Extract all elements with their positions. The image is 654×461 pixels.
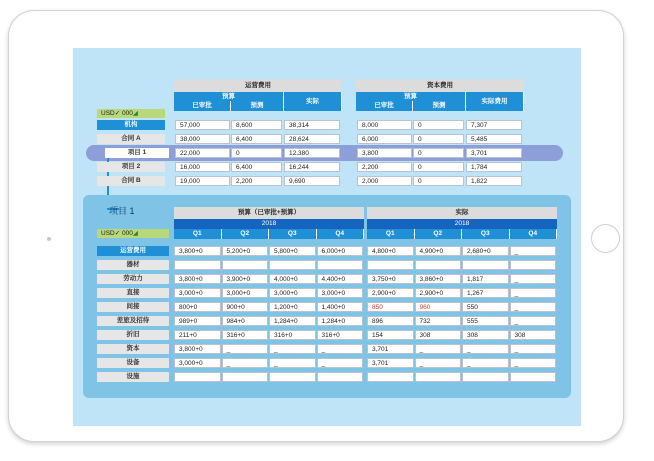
detail-row-label[interactable]: 间接: [97, 302, 169, 312]
summary-forecast-header: 预测: [231, 101, 284, 111]
summary-cell[interactable]: 38,314: [284, 120, 340, 130]
summary-cell[interactable]: 2,000: [357, 176, 412, 186]
summary-cell[interactable]: 6,400: [231, 162, 282, 172]
detail-quarter-header[interactable]: Q3: [462, 229, 510, 239]
detail-actual-header: 实际: [367, 207, 557, 219]
summary-approved-header: 已审批: [356, 101, 413, 111]
detail-budget-cell[interactable]: _: [222, 344, 269, 354]
detail-budget-cell[interactable]: 211+0: [174, 330, 221, 340]
detail-actual-cell[interactable]: 3,860+0: [415, 274, 462, 284]
detail-actual-cell[interactable]: 1,817: [462, 274, 509, 284]
detail-budget-year: 2018: [174, 219, 364, 229]
currency-unit: 000: [122, 230, 133, 237]
detail-row-label[interactable]: 器材: [97, 260, 169, 270]
detail-budget-cell[interactable]: 3,000+0: [174, 358, 221, 368]
summary-actual-header: 实际: [284, 92, 342, 111]
detail-budget-cell[interactable]: _: [222, 358, 269, 368]
detail-actual-cell[interactable]: _: [415, 344, 462, 354]
detail-budget-cell[interactable]: 5,800+0: [269, 246, 316, 256]
summary-cell[interactable]: 19,000: [175, 176, 230, 186]
summary-cell[interactable]: 3,701: [466, 148, 522, 158]
summary-cell[interactable]: 2,200: [357, 162, 412, 172]
detail-quarter-header[interactable]: Q1: [367, 229, 415, 239]
detail-row-label[interactable]: 设备: [97, 358, 169, 368]
detail-budget-cell[interactable]: [269, 260, 316, 270]
detail-actual-cell[interactable]: 896: [367, 316, 414, 326]
detail-actual-cell[interactable]: [415, 260, 462, 270]
summary-cell[interactable]: 16,244: [284, 162, 340, 172]
summary-cell[interactable]: 1,784: [466, 162, 522, 172]
detail-budget-cell[interactable]: 3,800+0: [174, 344, 221, 354]
summary-cell[interactable]: 1,822: [466, 176, 522, 186]
summary-cell[interactable]: 0: [413, 120, 464, 130]
detail-budget-cell[interactable]: [174, 372, 221, 382]
summary-cell[interactable]: 38,000: [175, 134, 230, 144]
summary-cell[interactable]: 0: [231, 148, 282, 158]
currency-dropdown-icon[interactable]: ✓: [114, 110, 122, 117]
summary-row-label[interactable]: 项目 2: [97, 162, 165, 172]
detail-actual-cell[interactable]: [510, 372, 557, 382]
summary-cell[interactable]: 8,000: [357, 120, 412, 130]
detail-actual-cell[interactable]: 555: [462, 316, 509, 326]
currency-code: USD: [101, 110, 115, 117]
summary-row-label[interactable]: 合同 A: [97, 134, 165, 144]
detail-quarter-header[interactable]: Q3: [269, 229, 317, 239]
summary-cell[interactable]: 28,624: [284, 134, 340, 144]
currency-code: USD: [101, 230, 115, 237]
detail-quarter-header[interactable]: Q2: [222, 229, 270, 239]
detail-budget-cell[interactable]: 3,800+0: [174, 246, 221, 256]
detail-budget-cell[interactable]: [222, 372, 269, 382]
front-camera: [47, 237, 51, 241]
detail-actual-cell[interactable]: _: [510, 316, 557, 326]
detail-actual-cell[interactable]: _: [510, 344, 557, 354]
tablet-frame: [8, 10, 624, 442]
detail-actual-cell[interactable]: 960: [415, 302, 462, 312]
detail-budget-header: 预算（已审批+预算）: [174, 207, 364, 219]
summary-cell[interactable]: 6,000: [357, 134, 412, 144]
detail-quarter-header[interactable]: Q4: [317, 229, 365, 239]
detail-actual-cell[interactable]: 2,900+0: [415, 288, 462, 298]
detail-budget-cell[interactable]: [222, 260, 269, 270]
detail-budget-cell[interactable]: [317, 260, 364, 270]
detail-actual-cell[interactable]: _: [510, 302, 557, 312]
detail-quarter-header[interactable]: Q4: [510, 229, 558, 239]
detail-budget-cell[interactable]: 989+0: [174, 316, 221, 326]
detail-actual-cell[interactable]: 732: [415, 316, 462, 326]
detail-actual-cell[interactable]: _: [462, 358, 509, 368]
detail-budget-cell[interactable]: 3,000+0: [317, 288, 364, 298]
detail-budget-cell[interactable]: 3,800+0: [174, 274, 221, 284]
summary-cell[interactable]: 12,380: [284, 148, 340, 158]
detail-actual-cell[interactable]: _: [510, 274, 557, 284]
detail-row-label[interactable]: 折旧: [97, 330, 169, 340]
detail-budget-cell[interactable]: [269, 372, 316, 382]
currency-expand-icon[interactable]: ◢: [132, 230, 138, 237]
detail-budget-cell[interactable]: 1,400+0: [317, 302, 364, 312]
summary-cell[interactable]: 5,485: [466, 134, 522, 144]
summary-row-label[interactable]: 机构: [97, 120, 165, 130]
detail-budget-cell[interactable]: 6,000+0: [317, 246, 364, 256]
summary-cell[interactable]: 7,307: [466, 120, 522, 130]
currency-dropdown-icon[interactable]: ✓: [114, 230, 122, 237]
summary-cell[interactable]: 6,400: [231, 134, 282, 144]
detail-actual-cell[interactable]: 2,900+0: [367, 288, 414, 298]
currency-expand-icon[interactable]: ◢: [132, 110, 138, 117]
detail-row-label[interactable]: 劳动力: [97, 274, 169, 284]
detail-quarter-header[interactable]: Q2: [415, 229, 463, 239]
detail-budget-cell[interactable]: _: [317, 358, 364, 368]
detail-budget-cell[interactable]: [317, 372, 364, 382]
detail-actual-year: 2018: [367, 219, 557, 229]
detail-row-label[interactable]: 直接: [97, 288, 169, 298]
summary-cell[interactable]: 8,600: [231, 120, 282, 130]
detail-budget-cell[interactable]: _: [269, 344, 316, 354]
detail-actual-cell[interactable]: [415, 372, 462, 382]
summary-approved-header: 已审批: [174, 101, 231, 111]
detail-budget-cell[interactable]: 316+0: [317, 330, 364, 340]
detail-budget-cell[interactable]: 3,900+0: [222, 274, 269, 284]
detail-row-label[interactable]: 设施: [97, 372, 169, 382]
summary-cell[interactable]: 0: [413, 134, 464, 144]
detail-actual-cell[interactable]: 3,750+0: [367, 274, 414, 284]
detail-budget-cell[interactable]: 3,000+0: [222, 288, 269, 298]
detail-budget-cell[interactable]: 3,000+0: [174, 288, 221, 298]
detail-actual-cell[interactable]: 3,701: [367, 344, 414, 354]
app-screen: [73, 48, 581, 426]
detail-currency-selector[interactable]: [97, 229, 169, 238]
detail-quarter-header[interactable]: Q1: [174, 229, 222, 239]
detail-actual-cell[interactable]: [367, 372, 414, 382]
summary-cell[interactable]: 2,200: [231, 176, 282, 186]
summary-actual-header: 实际费用: [466, 92, 524, 111]
detail-budget-cell[interactable]: 4,000+0: [269, 274, 316, 284]
detail-actual-cell[interactable]: _: [462, 344, 509, 354]
detail-budget-cell[interactable]: 5,200+0: [222, 246, 269, 256]
detail-actual-cell[interactable]: _: [415, 358, 462, 368]
detail-actual-cell[interactable]: 850: [367, 302, 414, 312]
detail-actual-cell[interactable]: 4,900+0: [415, 246, 462, 256]
detail-actual-cell[interactable]: 308: [462, 330, 509, 340]
detail-budget-cell[interactable]: _: [269, 358, 316, 368]
detail-actual-cell[interactable]: 308: [415, 330, 462, 340]
detail-budget-cell[interactable]: 316+0: [222, 330, 269, 340]
summary-cell[interactable]: 16,000: [175, 162, 230, 172]
detail-budget-cell[interactable]: 900+0: [222, 302, 269, 312]
summary-row-label[interactable]: 项目 1: [105, 148, 169, 158]
summary-cell[interactable]: 0: [413, 148, 464, 158]
detail-actual-cell[interactable]: _: [510, 246, 557, 256]
detail-actual-cell[interactable]: 3,701: [367, 358, 414, 368]
detail-actual-cell[interactable]: [510, 260, 557, 270]
detail-row-label[interactable]: 差旅及招待: [97, 316, 169, 326]
detail-budget-cell[interactable]: 1,284+0: [317, 316, 364, 326]
detail-budget-cell[interactable]: 984+0: [222, 316, 269, 326]
detail-budget-cell[interactable]: [174, 260, 221, 270]
detail-budget-cell[interactable]: 800+0: [174, 302, 221, 312]
summary-forecast-header: 预测: [413, 101, 466, 111]
detail-actual-cell[interactable]: 308: [510, 330, 557, 340]
summary-group-header: 资本费用: [356, 79, 524, 92]
detail-row-label[interactable]: 资本: [97, 344, 169, 354]
detail-budget-cell[interactable]: 4,400+0: [317, 274, 364, 284]
detail-budget-cell[interactable]: 1,200+0: [269, 302, 316, 312]
detail-budget-cell[interactable]: 316+0: [269, 330, 316, 340]
summary-cell[interactable]: 0: [413, 176, 464, 186]
summary-budget-header: 预算: [174, 92, 284, 101]
detail-actual-cell[interactable]: _: [510, 288, 557, 298]
detail-actual-cell[interactable]: _: [510, 358, 557, 368]
summary-cell[interactable]: 22,000: [175, 148, 230, 158]
detail-actual-cell[interactable]: 4,800+0: [367, 246, 414, 256]
detail-row-label[interactable]: 运营费用: [97, 246, 169, 256]
summary-cell[interactable]: 9,690: [284, 176, 340, 186]
summary-currency-selector[interactable]: [97, 109, 165, 118]
detail-actual-cell[interactable]: 1,267: [462, 288, 509, 298]
detail-actual-cell[interactable]: 2,680+0: [462, 246, 509, 256]
detail-budget-cell[interactable]: 3,000+0: [269, 288, 316, 298]
detail-actual-cell[interactable]: 154: [367, 330, 414, 340]
currency-unit: 000: [122, 110, 133, 117]
summary-budget-header: 预算: [356, 92, 466, 101]
summary-cell[interactable]: 0: [413, 162, 464, 172]
home-button[interactable]: [591, 224, 620, 253]
detail-panel-title: 项目 1: [109, 206, 135, 216]
detail-budget-cell[interactable]: 1,284+0: [269, 316, 316, 326]
detail-actual-cell[interactable]: [462, 260, 509, 270]
detail-actual-cell[interactable]: [462, 372, 509, 382]
summary-cell[interactable]: 57,000: [175, 120, 230, 130]
summary-group-header: 运营费用: [174, 79, 342, 92]
summary-row-label[interactable]: 合同 B: [97, 176, 165, 186]
summary-cell[interactable]: 3,800: [357, 148, 412, 158]
detail-actual-cell[interactable]: [367, 260, 414, 270]
detail-actual-cell[interactable]: 550: [462, 302, 509, 312]
detail-budget-cell[interactable]: _: [317, 344, 364, 354]
